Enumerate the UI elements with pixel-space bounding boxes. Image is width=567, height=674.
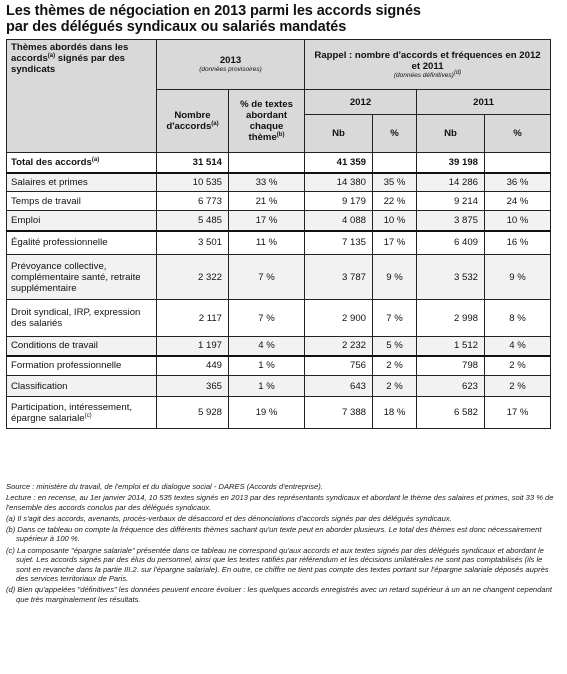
table-row: [7, 356, 551, 376]
cell-nb-2013: 5 485: [157, 211, 229, 231]
cell-pct-2012: 9 %: [373, 255, 417, 300]
cell-nb-2011: 3 532: [417, 255, 485, 300]
cell-pct-2012: 10 %: [373, 211, 417, 231]
cell-nb-2013: 31 514: [157, 153, 229, 173]
header-nb-2012: Nb: [305, 115, 373, 153]
header-nb-2011: Nb: [417, 115, 485, 153]
cell-nb-2012: 4 088: [305, 211, 373, 231]
cell-nb-2013: 10 535: [157, 173, 229, 192]
table-row: [7, 231, 551, 255]
cell-nb-2013: 2 117: [157, 300, 229, 337]
row-label: Formation professionnelle: [7, 356, 157, 376]
cell-nb-2012: 2 232: [305, 337, 373, 356]
cell-nb-2012: 643: [305, 376, 373, 397]
row-label: Salaires et primes: [7, 173, 157, 192]
cell-nb-2013: 2 322: [157, 255, 229, 300]
header-year-2012: 2012: [305, 90, 417, 115]
header-pct-2012: %: [373, 115, 417, 153]
row-label: Égalité professionnelle: [7, 231, 157, 255]
cell-nb-2012: 7 388: [305, 397, 373, 429]
cell-nb-2012: 41 359: [305, 153, 373, 173]
row-label: Prévoyance collective, complémentaire santé, retraite supplémentaire: [7, 255, 157, 300]
footnote-marker: (d): [453, 69, 462, 76]
cell-pct-2011: 4 %: [485, 337, 551, 356]
header-2013-label: 2013: [219, 55, 242, 66]
cell-pct-2012: 2 %: [373, 376, 417, 397]
cell-pct-2013: 11 %: [229, 231, 305, 255]
cell-pct-2012: 5 %: [373, 337, 417, 356]
cell-pct-2013: 7 %: [229, 300, 305, 337]
row-label: Droit syndical, IRP, expression des salariés: [7, 300, 157, 337]
cell-nb-2011: 6 409: [417, 231, 485, 255]
row-label: Classification: [7, 376, 157, 397]
row-label: Temps de travail: [7, 192, 157, 211]
table-row: [7, 192, 551, 211]
table-row: [7, 153, 551, 173]
cell-pct-2013: 21 %: [229, 192, 305, 211]
table-row: [7, 300, 551, 337]
cell-nb-2012: 3 787: [305, 255, 373, 300]
cell-nb-2011: 14 286: [417, 173, 485, 192]
cell-nb-2012: 2 900: [305, 300, 373, 337]
row-label: Emploi: [7, 211, 157, 231]
header-2013-group: [157, 40, 305, 90]
header-pct-2011: %: [485, 115, 551, 153]
cell-nb-2013: 3 501: [157, 231, 229, 255]
footnote-marker: (a): [211, 120, 219, 127]
table-row: [7, 337, 551, 356]
header-pct-textes: % de textes abordant chaque thème$^{(b)}$: [229, 90, 305, 153]
cell-pct-2013: 17 %: [229, 211, 305, 231]
cell-pct-2012: 2 %: [373, 356, 417, 376]
cell-nb-2012: 756: [305, 356, 373, 376]
cell-pct-2012: 35 %: [373, 173, 417, 192]
cell-pct-2011: 16 %: [485, 231, 551, 255]
cell-pct-2011: [485, 153, 551, 173]
footnote-b: (b) Dans ce tableau on compte la fréquence des différents thèmes sachant qu'un texte peut en aborder plusieurs. Le total des thèmes est donc nécessairement supérieur à 100 %.: [6, 524, 542, 544]
header-year-2011: 2011: [417, 90, 551, 115]
source-note: Source : ministère du travail, de l'emploi et du dialogue social - DARES (Accords d'entreprise).: [6, 482, 323, 491]
cell-pct-2011: 8 %: [485, 300, 551, 337]
lecture-note: Lecture : en recense, au 1er janvier 2014, 10 535 textes signés en 2013 par des représentants syndicaux et abordant le thème des salaires et primes, soit 33 % de l'ensemble des accords conclus par des délégués syndicaux.: [6, 493, 554, 512]
table-row: [7, 255, 551, 300]
cell-pct-2011: 10 %: [485, 211, 551, 231]
table-row: [7, 397, 551, 429]
header-themes: [7, 40, 157, 153]
header-rappel-note: (données définitives)$^{(d)}$: [393, 69, 462, 79]
footnote-a: (a) Il s'agit des accords, avenants, procès-verbaux de désaccord et des dénonciations d'accords signés par des délégués syndicaux.: [6, 513, 452, 523]
row-label: Total des accords$^{(a)}$: [7, 153, 157, 173]
cell-pct-2011: 36 %: [485, 173, 551, 192]
title-line-2: par des délégués syndicaux ou salariés mandatés: [6, 19, 347, 35]
header-rappel-group: [305, 40, 551, 90]
cell-pct-2012: 17 %: [373, 231, 417, 255]
cell-nb-2013: 5 928: [157, 397, 229, 429]
footnote-marker: (b): [276, 131, 285, 138]
cell-pct-2011: 17 %: [485, 397, 551, 429]
cell-pct-2013: 19 %: [229, 397, 305, 429]
cell-nb-2011: 623: [417, 376, 485, 397]
cell-nb-2011: 39 198: [417, 153, 485, 173]
footnote-c: (c) La composante "épargne salariale" présentée dans ce tableau ne correspond qu'aux accords et aux textes signés par des délégués syndicaux et abordant le sujet. Les accords signés par des élus du personnel, ainsi que les textes ratifiés par référendum et les décisions unilatérales ne sont pas comptabilisés (ils le sont en revanche dans la partie III.2. sur l'épargne salariale). En outre, ce chiffre ne tient pas compte des textes portant sur l'épargne salariale déposés auprès des services territoriaux de Paris.: [6, 545, 549, 584]
header-themes-text: Thèmes abordés dans les accords$^{(a)}$ signés par des syndicats: [11, 42, 129, 75]
cell-nb-2011: 2 998: [417, 300, 485, 337]
header-rappel-label: Rappel : nombre d'accords et fréquences en 2012 et 2011: [314, 49, 541, 72]
cell-nb-2013: 449: [157, 356, 229, 376]
cell-pct-2011: 2 %: [485, 356, 551, 376]
cell-nb-2012: 7 135: [305, 231, 373, 255]
cell-nb-2012: 14 380: [305, 173, 373, 192]
cell-pct-2011: 9 %: [485, 255, 551, 300]
negotiation-themes-table: [6, 39, 551, 429]
footnote-d: (d) Bien qu'appelées "définitives" les données peuvent encore évoluer : les quelques accords enregistrés avec un retard supérieur à un an ne changent cependant que très marginalement les résultats.: [6, 585, 552, 605]
cell-nb-2013: 6 773: [157, 192, 229, 211]
row-label: Conditions de travail: [7, 337, 157, 356]
cell-pct-2012: 22 %: [373, 192, 417, 211]
cell-nb-2011: 9 214: [417, 192, 485, 211]
cell-pct-2013: 4 %: [229, 337, 305, 356]
cell-pct-2013: 7 %: [229, 255, 305, 300]
table-body: [7, 153, 551, 429]
table-row: [7, 173, 551, 192]
cell-nb-2013: 1 197: [157, 337, 229, 356]
notes-section: [6, 482, 554, 606]
footnote-marker: (c): [84, 412, 92, 419]
cell-nb-2011: 1 512: [417, 337, 485, 356]
cell-nb-2013: 365: [157, 376, 229, 397]
cell-pct-2011: 2 %: [485, 376, 551, 397]
cell-nb-2011: 3 875: [417, 211, 485, 231]
document-title: [6, 3, 561, 35]
header-nombre-accords: Nombre d'accords$^{(a)}$: [157, 90, 229, 153]
cell-pct-2013: [229, 153, 305, 173]
cell-pct-2013: 1 %: [229, 356, 305, 376]
cell-pct-2012: [373, 153, 417, 173]
cell-pct-2011: 24 %: [485, 192, 551, 211]
cell-pct-2012: 7 %: [373, 300, 417, 337]
title-line-1: Les thèmes de négociation en 2013 parmi les accords signés: [6, 3, 421, 19]
footnote-marker: (a): [47, 52, 56, 59]
cell-pct-2013: 1 %: [229, 376, 305, 397]
table-row: [7, 376, 551, 397]
footnote-marker: (a): [91, 156, 100, 163]
cell-nb-2012: 9 179: [305, 192, 373, 211]
cell-nb-2011: 798: [417, 356, 485, 376]
cell-pct-2012: 18 %: [373, 397, 417, 429]
header-2013-note: (données provisoires): [199, 66, 262, 73]
cell-pct-2013: 33 %: [229, 173, 305, 192]
table-row: [7, 211, 551, 231]
row-label: Participation, intéressement, épargne salariale$^{(c)}$: [7, 397, 157, 429]
cell-nb-2011: 6 582: [417, 397, 485, 429]
